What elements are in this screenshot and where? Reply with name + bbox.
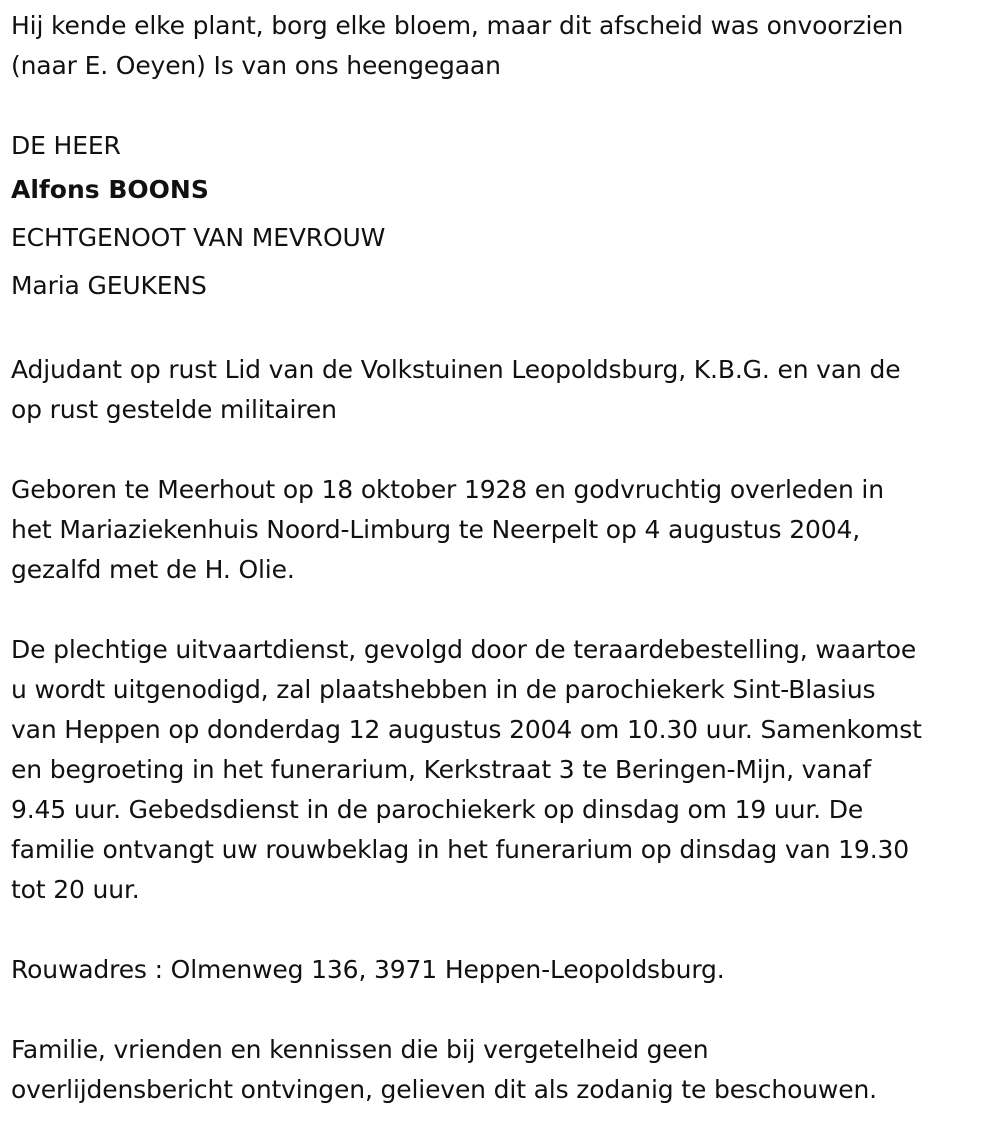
spouse-label: ECHTGENOOT VAN MEVROUW (11, 223, 386, 252)
funeral-line: u wordt uitgenodigd, zal plaatshebben in de parochiekerk Sint-Blasius (11, 675, 876, 704)
birth-death-line: het Mariaziekenhuis Noord-Limburg te Neerpelt op 4 augustus 2004, (11, 515, 861, 544)
profession-paragraph (11, 350, 990, 430)
deceased-block (11, 126, 990, 310)
funeral-line: 9.45 uur. Gebedsdienst in de parochiekerk op dinsdag om 19 uur. De (11, 795, 864, 824)
intro-line: Hij kende elke plant, borg elke bloem, maar dit afscheid was onvoorzien (11, 11, 904, 40)
funeral-line: van Heppen op donderdag 12 augustus 2004 om 10.30 uur. Samenkomst (11, 715, 922, 744)
paragraph-spacer (11, 430, 990, 470)
paragraph-spacer (11, 86, 990, 126)
paragraph-spacer (11, 310, 990, 350)
profession-line: Adjudant op rust Lid van de Volkstuinen Leopoldsburg, K.B.G. en van de (11, 355, 901, 384)
funeral-line: De plechtige uitvaartdienst, gevolgd door de teraardebestelling, waartoe (11, 635, 917, 664)
intro-line: (naar E. Oeyen) Is van ons heengegaan (11, 51, 501, 80)
closing-paragraph (11, 1030, 990, 1110)
mourning-address: Rouwadres : Olmenweg 136, 3971 Heppen-Leopoldsburg. (11, 955, 725, 984)
paragraph-spacer (11, 910, 990, 950)
birth-death-line: gezalfd met de H. Olie. (11, 555, 295, 584)
address-paragraph (11, 950, 990, 990)
closing-line: Familie, vrienden en kennissen die bij vergetelheid geen (11, 1035, 709, 1064)
spouse-name: Maria GEUKENS (11, 271, 207, 300)
intro-paragraph (11, 6, 990, 86)
paragraph-spacer (11, 990, 990, 1030)
funeral-line: familie ontvangt uw rouwbeklag in het funerarium op dinsdag van 19.30 (11, 835, 909, 864)
profession-line: op rust gestelde militairen (11, 395, 337, 424)
paragraph-spacer (11, 590, 990, 630)
birth-death-line: Geboren te Meerhout op 18 oktober 1928 en godvruchtig overleden in (11, 475, 884, 504)
birth-death-paragraph (11, 470, 990, 590)
closing-line: overlijdensbericht ontvingen, gelieven dit als zodanig te beschouwen. (11, 1075, 877, 1104)
funeral-paragraph (11, 630, 990, 910)
names-group (11, 166, 990, 310)
title-prefix: DE HEER (11, 131, 121, 160)
funeral-line: en begroeting in het funerarium, Kerkstraat 3 te Beringen-Mijn, vanaf (11, 755, 872, 784)
funeral-line: tot 20 uur. (11, 875, 140, 904)
deceased-name: Alfons BOONS (11, 175, 209, 204)
